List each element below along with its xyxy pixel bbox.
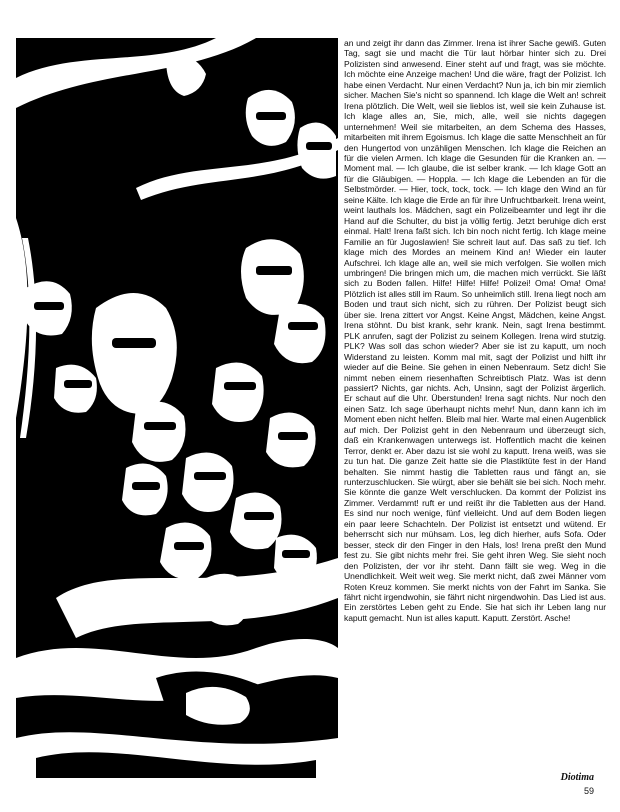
author-signature: Diotima: [560, 772, 594, 783]
crowd-illustration: [16, 38, 338, 778]
article-text: an und zeigt ihr dann das Zimmer. Irena ist ihrer Sache gewiß. Guten Tag, sagt sie und macht die Tür laut hörbar hinter sich zu. Drei Polizisten sind anwesend. Einer steht auf und fragt, was sie möchte. Ich möchte eine Anzeige machen! Und die wäre, fragt der Polizist. Ich habe einen Verdacht. Nur einen Verdacht? Nun ja, ich bin mir ziemlich sicher. Machen Sie's nicht so spannend. Ich klage die Welt an! schreit Irena plötzlich. Die Welt, weil sie lieblos ist, weil sie kein Zuhause ist. Ich klage alles an, Sie, mich, alle, weil sie nichts dagegen unternehmen! Weil sie mitarbeiten, an dem Schema des Hasses, mitarbeiten mit ihrem Egoismus. Ich klage die satte Menschheit an für den Hungertod von unzähligen Menschen. Ich klage die Reichen an für die vielen Armen. Ich klage die Gesunden für die Kranken an. — Moment mal. — Ich glaube, die ist selber krank. — Ich klage Gott an für die Gläubigen. — Hoppla. — Ich klage die Lebenden an für die Selbstmörder. — Hier, tock, tock, tock. — Ich klage den Wind an für seine Kälte. Ich klage die Erde an für ihre Unfruchtbarkeit. Irena weint, weint lauthals los. Mädchen, sagt ein Polizeibeamter und legt ihr die Hand auf die Schulter, du bist ja völlig fertig. Jetzt beruhige dich erst einmal. Halt! Irena faßt sich. Ich bin noch nicht fertig. Ich klage meine Familie an für Jugoslawien! Sie schreit laut auf. Das saß zu tief. Ich klage mich des Mordes an meinem Kind an! Wieder ein lauter Aufschrei. Ich klage alle an, weil sie mich verfolgen. Sie wollen mich umbringen! Die bringen mich um, die machen mich verrückt. Sie läßt sich zu Boden fallen. Hilfe! Hilfe! Hilfe! Polizei! Oma! Oma! Oma! Plötzlich ist alles still im Raum. So unheimlich still. Irena liegt noch am Boden und traut sich nicht, sich zu rühren. Der Polizist beugt sich über sie. Irena zittert vor Angst. Keine Angst, Mädchen, keine Angst. Irena stöhnt. Du bist krank, sehr krank. Nein, sagt Irena bestimmt. PLK anrufen, sagt der Polizist zu seinem Kollegen. Irena wird stutzig. PLK? Was soll das schon wieder? Aber sie ist zu kaputt, um noch Widerstand zu leisten. Komm mal mit, sagt der Polizist und hilft ihr wieder auf die Beine. Sie gehen in einen Nebenraum. Setz dich! Sie nimmt neben einem riesenhaften Schreibtisch Platz. Was ist denn passiert? Nichts, gar nichts. Ach, Unsinn, sagt der Polizist ärgerlich. Er schaut auf die Uhr. Überstunden! Irena sagt nichts. Nur noch den einen Satz. Ich sage überhaupt nichts mehr! Nun, dann kann ich im Moment eben nicht helfen. Bleib mal hier. Warte mal einen Augenblick auf mich. Der Polizist geht in den Nebenraum und überzeugt sich, daß ein Krankenwagen unterwegs ist. Hoffentlich macht die keinen Terror, denkt er. Aber dazu ist sie wohl zu kaputt. Irena weiß, was sie zu tun hat. Die ganze Zeit hatte sie die Plastiktüte fest in der Hand behalten. Sie nimmt hastig die Tabletten raus und fängt an, sie runterzuschlucken. Sie würgt, aber sie behält sie bei sich. Noch mehr. Sie könnte die ganze Welt verschlucken. Da kommt der Polizist ins Zimmer. Verdammt! ruft er und reißt ihr die Tabletten aus der Hand. Es sind nur noch wenige, fünf vielleicht. Und auf dem Boden liegen ein paar leere Schachteln. Der Polizist ist entsetzt und wütend. Er beherrscht sich nur mühsam. Los, leg dich hierher, aufs Sofa. Oder besser, steck dir den Finger in den Hals, los! Irena preßt den Mund fest zu. Sie gibt nichts mehr frei. Sie geht ihren Weg. Sie sieht noch den Polizisten, der vor ihr steht. Dann fällt sie weg. Weg in die Unendlichkeit. Weit weit weg. Sie merkt nicht, daß zwei Männer vom Roten Kreuz kommen. Sie merkt nichts von der Fahrt im Sanka. Sie fährt nicht irgendwohin, sie fährt nicht nirgendwohin. Das Lied ist aus. Ein zerstörtes Leben geht zu Ende. Sie hat sich ihr Leben lang nur kaputt gemacht. Nun ist alles kaputt. Kaputt. Zerstört. Asche!: [344, 38, 606, 623]
page-number: 59: [583, 786, 594, 796]
article-body: [344, 38, 606, 770]
crowd-faces-artwork: [16, 38, 338, 778]
